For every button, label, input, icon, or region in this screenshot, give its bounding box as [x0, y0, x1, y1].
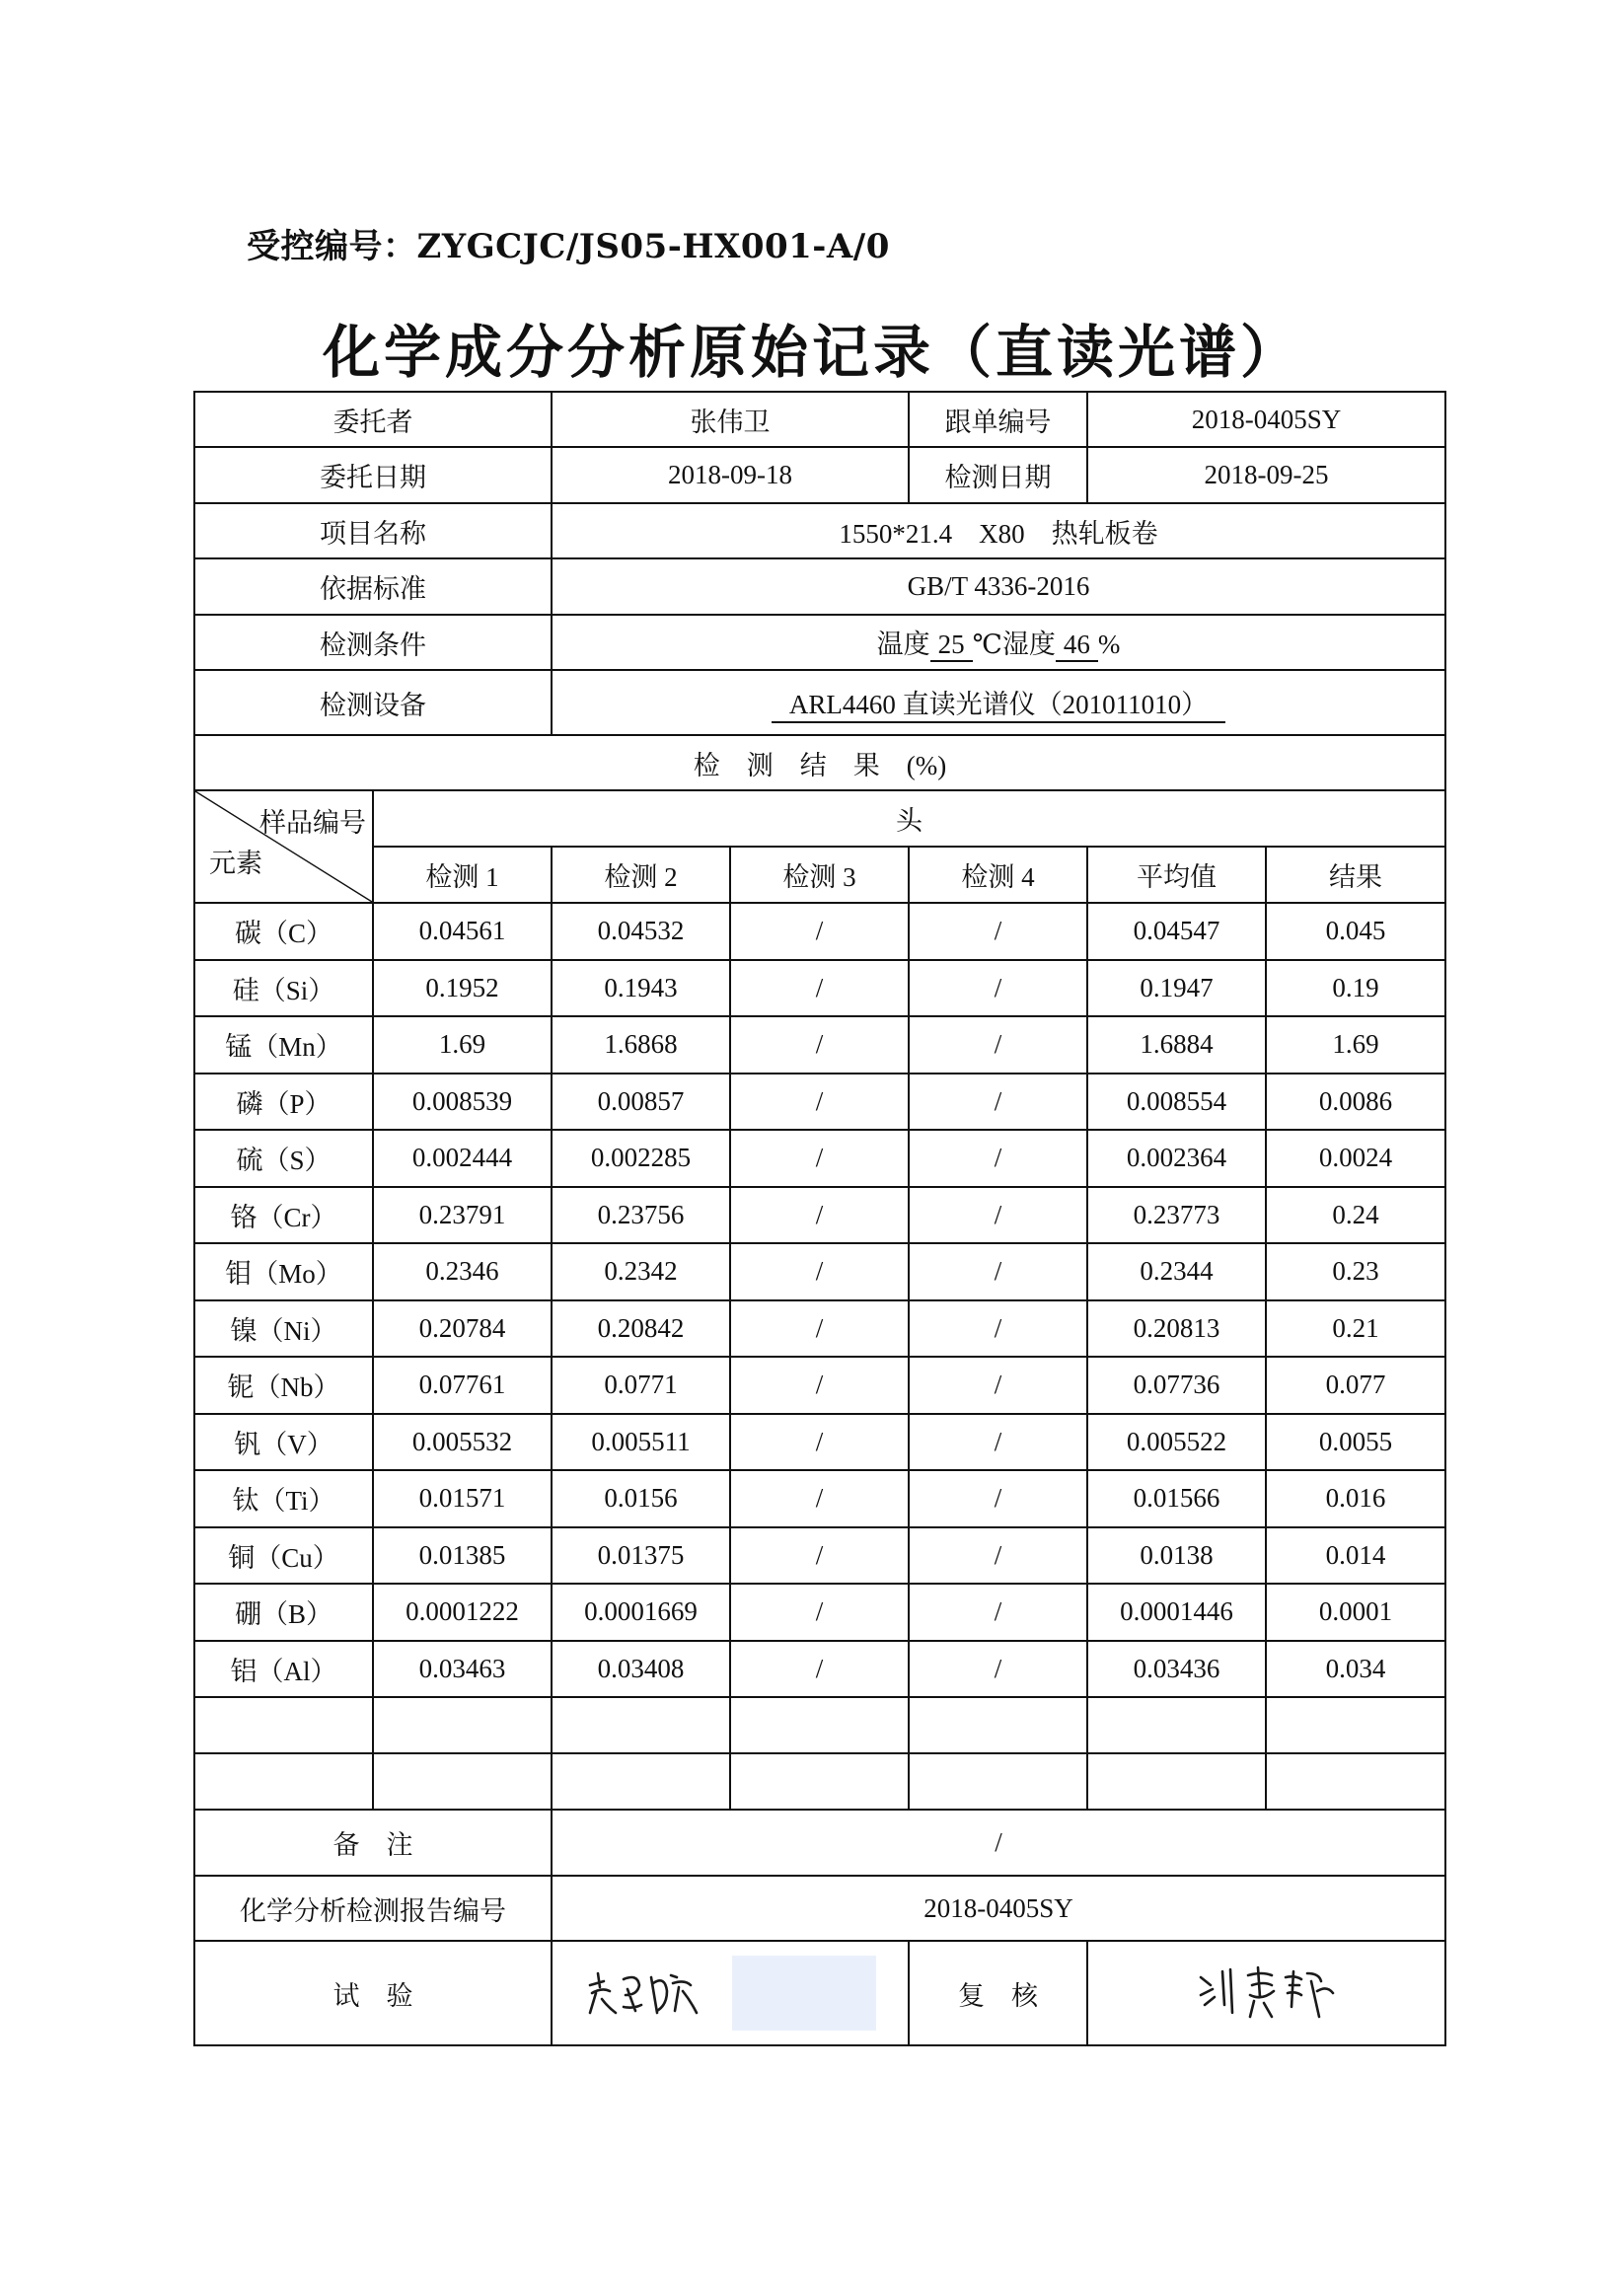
result-cell: 0.23791: [373, 1187, 552, 1244]
element-name: 磷（P）: [194, 1074, 373, 1131]
result-cell: 0.1943: [552, 960, 730, 1017]
result-cell: 0.2344: [1087, 1243, 1266, 1300]
result-cell: /: [730, 1300, 909, 1358]
remark-label: 备 注: [194, 1810, 552, 1876]
result-cell: 0.0001222: [373, 1584, 552, 1641]
result-cell: 0.2346: [373, 1243, 552, 1300]
row-column-headers: [194, 847, 1445, 903]
result-cell: /: [909, 1470, 1087, 1527]
result-cell: 0.002285: [552, 1130, 730, 1187]
reviewer-signature-cell: [1087, 1941, 1445, 2045]
element-name: 硫（S）: [194, 1130, 373, 1187]
row-results-title: [194, 735, 1445, 790]
result-cell: /: [730, 1187, 909, 1244]
result-cell: 0.23756: [552, 1187, 730, 1244]
reviewer-label: 复 核: [909, 1941, 1087, 2045]
project-value: 1550*21.4 X80 热轧板卷: [552, 503, 1445, 558]
element-name: 硼（B）: [194, 1584, 373, 1641]
result-cell: /: [730, 1357, 909, 1414]
result-cell: 1.69: [1266, 1016, 1445, 1074]
col-header: 检测 2: [552, 847, 730, 903]
row-condition: [194, 615, 1445, 670]
result-cell: /: [730, 1016, 909, 1074]
result-cell: 0.03463: [373, 1641, 552, 1698]
table-row: [194, 1016, 1445, 1074]
result-cell: 1.69: [373, 1016, 552, 1074]
equipment-value: ARL4460 直读光谱仪（201011010）: [772, 683, 1225, 723]
result-cell: 1.6884: [1087, 1016, 1266, 1074]
col-header: 检测 3: [730, 847, 909, 903]
tester-signature: [584, 1963, 702, 2023]
result-cell: 0.03436: [1087, 1641, 1266, 1698]
tester-signature-cell: [552, 1941, 909, 2045]
element-name: 锰（Mn）: [194, 1016, 373, 1074]
element-name: 镍（Ni）: [194, 1300, 373, 1358]
result-cell: 0.24: [1266, 1187, 1445, 1244]
document-title: 化学成分分析原始记录（直读光谱）: [322, 319, 1301, 386]
row-client: [194, 392, 1445, 447]
table-row: [194, 1584, 1445, 1641]
result-cell: /: [730, 1074, 909, 1131]
table-row: [194, 1130, 1445, 1187]
table-row: [194, 1357, 1445, 1414]
table-row: [194, 903, 1445, 960]
row-project: [194, 503, 1445, 558]
result-cell: 0.19: [1266, 960, 1445, 1017]
result-cell: 0.01566: [1087, 1470, 1266, 1527]
col-header: 检测 1: [373, 847, 552, 903]
result-cell: 0.008539: [373, 1074, 552, 1131]
element-name: 铝（Al）: [194, 1641, 373, 1698]
element-name: 钒（V）: [194, 1414, 373, 1471]
equipment-value-cell: [552, 670, 1445, 735]
condition-value: [552, 615, 1445, 670]
result-cell: 0.01571: [373, 1470, 552, 1527]
temp-value: 25: [930, 630, 973, 662]
element-name: 铬（Cr）: [194, 1187, 373, 1244]
row-equipment: [194, 670, 1445, 735]
diagonal-header-cell: [194, 790, 373, 903]
humidity-unit: %: [1097, 630, 1121, 659]
order-no-value: 2018-0405SY: [1087, 392, 1445, 447]
element-name: 铌（Nb）: [194, 1357, 373, 1414]
standard-value: GB/T 4336-2016: [552, 558, 1445, 615]
tester-label: 试 验: [194, 1941, 552, 2045]
result-cell: /: [730, 1527, 909, 1585]
row-sample-head: [194, 790, 1445, 847]
result-cell: 0.005522: [1087, 1414, 1266, 1471]
reviewer-signature: [1193, 1962, 1341, 2025]
result-cell: /: [730, 960, 909, 1017]
result-cell: 1.6868: [552, 1016, 730, 1074]
result-cell: 0.002444: [373, 1130, 552, 1187]
result-cell: /: [730, 1470, 909, 1527]
result-cell: 0.00857: [552, 1074, 730, 1131]
result-cell: /: [730, 1584, 909, 1641]
result-cell: /: [909, 1584, 1087, 1641]
row-report-no: [194, 1876, 1445, 1941]
result-cell: 0.21: [1266, 1300, 1445, 1358]
col-header: 结果: [1266, 847, 1445, 903]
result-cell: 0.005532: [373, 1414, 552, 1471]
result-cell: /: [909, 1074, 1087, 1131]
result-cell: 0.016: [1266, 1470, 1445, 1527]
element-label: 元素: [209, 849, 262, 879]
result-cell: 0.0001: [1266, 1584, 1445, 1641]
result-cell: 0.23: [1266, 1243, 1445, 1300]
result-cell: 0.07736: [1087, 1357, 1266, 1414]
col-header: 平均值: [1087, 847, 1266, 903]
result-cell: 0.1947: [1087, 960, 1266, 1017]
result-cell: 0.034: [1266, 1641, 1445, 1698]
record-table: [193, 391, 1446, 2046]
result-cell: 0.045: [1266, 903, 1445, 960]
result-cell: /: [909, 1641, 1087, 1698]
element-name: 钼（Mo）: [194, 1243, 373, 1300]
result-cell: /: [909, 1357, 1087, 1414]
result-cell: 0.0001669: [552, 1584, 730, 1641]
empty-row: [194, 1753, 1445, 1810]
result-cell: 0.20842: [552, 1300, 730, 1358]
humidity-value: 46: [1056, 630, 1098, 662]
result-cell: /: [909, 1414, 1087, 1471]
entrust-date-value: 2018-09-18: [552, 447, 909, 503]
result-cell: 0.04561: [373, 903, 552, 960]
result-cell: 0.20813: [1087, 1300, 1266, 1358]
temp-prefix: 温度: [876, 630, 930, 659]
table-row: [194, 1243, 1445, 1300]
result-cell: 0.077: [1266, 1357, 1445, 1414]
table-row: [194, 1470, 1445, 1527]
entrust-date-label: 委托日期: [194, 447, 552, 503]
result-cell: 0.0001446: [1087, 1584, 1266, 1641]
result-cell: 0.01385: [373, 1527, 552, 1585]
element-name: 铜（Cu）: [194, 1527, 373, 1585]
test-date-value: 2018-09-25: [1087, 447, 1445, 503]
row-remark: [194, 1810, 1445, 1876]
element-name: 硅（Si）: [194, 960, 373, 1017]
test-date-label: 检测日期: [909, 447, 1087, 503]
humidity-prefix: ℃湿度: [972, 630, 1056, 659]
result-cell: 0.0771: [552, 1357, 730, 1414]
result-cell: 0.014: [1266, 1527, 1445, 1585]
col-header: 检测 4: [909, 847, 1087, 903]
result-cell: 0.07761: [373, 1357, 552, 1414]
table-row: [194, 1074, 1445, 1131]
result-cell: 0.0156: [552, 1470, 730, 1527]
table-row: [194, 1300, 1445, 1358]
result-cell: 0.1952: [373, 960, 552, 1017]
result-cell: 0.0138: [1087, 1527, 1266, 1585]
table-row: [194, 1641, 1445, 1698]
result-cell: /: [909, 903, 1087, 960]
result-cell: /: [730, 1414, 909, 1471]
result-cell: 0.23773: [1087, 1187, 1266, 1244]
result-cell: /: [909, 1527, 1087, 1585]
equipment-label: 检测设备: [194, 670, 552, 735]
result-cell: 0.20784: [373, 1300, 552, 1358]
table-row: [194, 1187, 1445, 1244]
row-dates: [194, 447, 1445, 503]
result-cell: 0.04532: [552, 903, 730, 960]
empty-row: [194, 1697, 1445, 1753]
result-cell: /: [730, 1130, 909, 1187]
table-row: [194, 1414, 1445, 1471]
report-no-value: 2018-0405SY: [552, 1876, 1445, 1941]
standard-label: 依据标准: [194, 558, 552, 615]
result-cell: /: [909, 1130, 1087, 1187]
order-no-label: 跟单编号: [909, 392, 1087, 447]
table-row: [194, 960, 1445, 1017]
result-cell: 0.04547: [1087, 903, 1266, 960]
result-cell: 0.01375: [552, 1527, 730, 1585]
remark-value: /: [552, 1810, 1445, 1876]
control-number: 受控编号：ZYGCJC/JS05-HX001-A/0: [247, 227, 890, 266]
client-value: 张伟卫: [552, 392, 909, 447]
table-row: [194, 1527, 1445, 1585]
element-name: 碳（C）: [194, 903, 373, 960]
row-signatures: [194, 1941, 1445, 2045]
row-standard: [194, 558, 1445, 615]
report-no-label: 化学分析检测报告编号: [194, 1876, 552, 1941]
result-cell: 0.0024: [1266, 1130, 1445, 1187]
result-cell: /: [730, 1243, 909, 1300]
result-cell: 0.2342: [552, 1243, 730, 1300]
result-cell: /: [909, 1016, 1087, 1074]
result-cell: /: [909, 960, 1087, 1017]
result-cell: /: [909, 1300, 1087, 1358]
result-cell: /: [730, 1641, 909, 1698]
result-cell: 0.008554: [1087, 1074, 1266, 1131]
result-cell: 0.0055: [1266, 1414, 1445, 1471]
condition-label: 检测条件: [194, 615, 552, 670]
result-cell: /: [730, 903, 909, 960]
result-rows: [194, 903, 1445, 1697]
client-label: 委托者: [194, 392, 552, 447]
result-cell: /: [909, 1243, 1087, 1300]
result-cell: /: [909, 1187, 1087, 1244]
redacted-area: [732, 1956, 876, 2031]
result-cell: 0.005511: [552, 1414, 730, 1471]
result-cell: 0.03408: [552, 1641, 730, 1698]
sample-position: 头: [373, 790, 1445, 847]
results-title: 检 测 结 果 (%): [194, 735, 1445, 790]
result-cell: 0.002364: [1087, 1130, 1266, 1187]
project-label: 项目名称: [194, 503, 552, 558]
sample-no-label: 样品编号: [259, 808, 366, 839]
result-cell: 0.0086: [1266, 1074, 1445, 1131]
element-name: 钛（Ti）: [194, 1470, 373, 1527]
